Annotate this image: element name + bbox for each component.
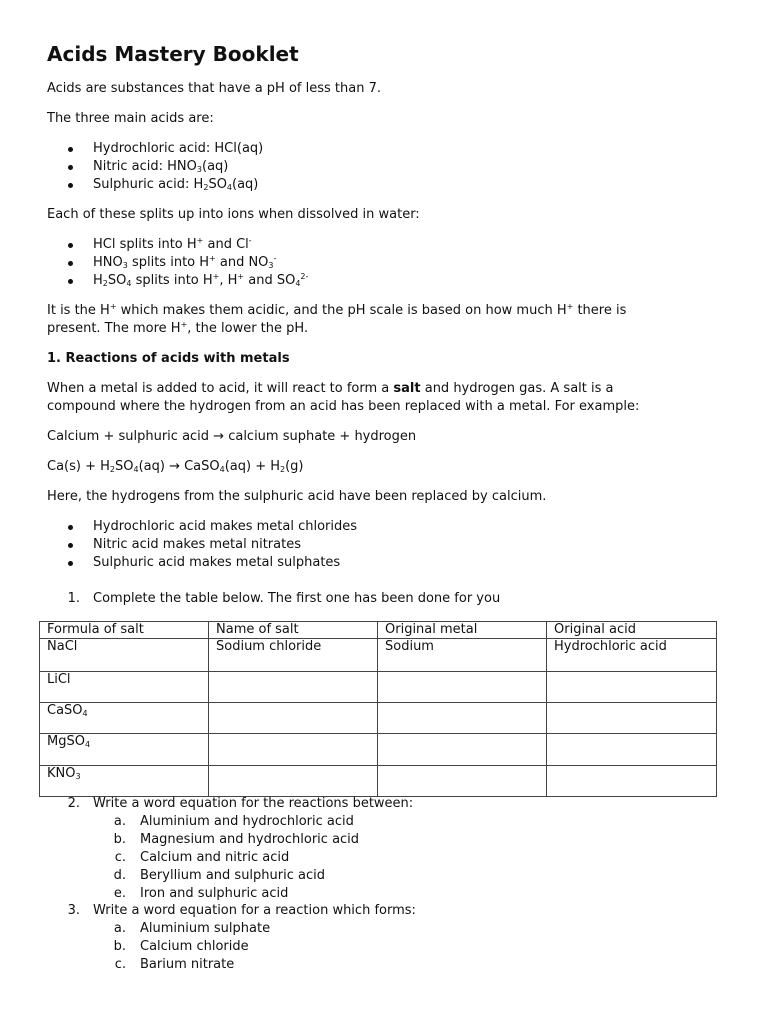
list-item: Nitric acid makes metal nitrates — [93, 537, 301, 552]
table-cell-empty[interactable] — [547, 671, 717, 702]
page-title: Acids Mastery Booklet — [47, 42, 299, 66]
table-header-cell: Original metal — [378, 622, 547, 639]
list-item: $H_2SO_4$ splits into H+, H+ and $SO_4^{2-}$ — [93, 272, 309, 288]
table-cell: Sodium — [378, 639, 547, 671]
bullet-icon — [68, 183, 73, 188]
bullet-icon — [68, 243, 73, 248]
table-cell: LiCl — [40, 671, 209, 702]
bullet-icon — [68, 165, 73, 170]
metal-paragraph-line2: compound where the hydrogen from an acid has been replaced with a metal. For example: — [47, 399, 640, 414]
list-item: $HNO_3$ splits into H+ and $NO_3^-$ — [93, 254, 277, 270]
table-header-cell: Original acid — [547, 622, 717, 639]
section-heading: 1. Reactions of acids with metals — [47, 351, 290, 366]
list-item: Sulphuric acid: $H_2SO_4(aq)$ — [93, 177, 259, 192]
three-acids-intro: The three main acids are: — [47, 111, 214, 126]
list-item: HCl splits into H+ and Cl- — [93, 236, 252, 252]
word-equation: Calcium + sulphuric acid → calcium suphate + hydrogen — [47, 429, 417, 444]
list-item: Hydrochloric acid makes metal chlorides — [93, 519, 358, 534]
table-row — [40, 734, 717, 765]
symbol-equation: $Ca(s) + H_2SO_4(aq)$ → CaSO$_4$(aq) + $H_2(g)$ — [47, 459, 304, 474]
metal-paragraph: When a metal is added to acid, it will react to form a salt and hydrogen gas. A salt is a — [47, 381, 614, 396]
table-cell-empty[interactable] — [378, 671, 547, 702]
table-cell-empty[interactable] — [378, 734, 547, 765]
table-header-cell: Name of salt — [209, 622, 378, 639]
bullet-icon — [68, 261, 73, 266]
bullet-icon — [68, 147, 73, 152]
table-cell-empty[interactable] — [547, 702, 717, 733]
document-page: Acids Mastery Booklet Acids are substances that have a pH of less than 7. The three main acids are: Hydrochloric acid: HCl(aq) Nitric acid: $HNO_3(aq)$ Sulphuric acid: $H_2SO_4(aq)$ Each of these splits up into ions when dissolved in water: HCl splits into H+ and Cl- $HNO_3$ splits into H+ and $NO_3^-$ $H_2SO_4$ splits into H+, H+ and $SO_4^{2-}$ It is the H+ which makes them acidic, and the pH scale is based on how much H+ there is present. The more H+, the lower the pH. 1. Reactions of acids with metals When a metal is added to acid, it will react to form a salt and hydrogen gas. A salt is a compound where the hydrogen from an acid has been replaced with a metal. For example: Calcium + sulphuric acid → calcium suphate + hydrogen $Ca(s) + H_2SO_4(aq)$ → CaSO$_4$(aq) + $H_2(g)$ Here, the hydrogens from the sulphuric acid have been replaced by calcium. Hydrochloric acid makes metal chlorides Nitric acid makes metal nitrates Sulphuric acid makes metal sulphates 1. Complete the table below. The first one has been done for you Formula of salt Name of salt Original metal Original acid NaCl Sodium chloride Sodium Hydrochloric acid LiCl CaSO$_4$ MgSO$_4$ $KNO_3$ 2. Write a word equation for the reactions between: a. Aluminium and hydrochloric acid b. Magnesium and hydrochloric acid c. Calcium and nitric acid d. Beryllium and sulphuric acid e. Iron and sulphuric acid 3. Write a word equation for a reaction which forms: a. Aluminium sulphate b. Calcium chloride c. Barium nitrate — [0, 0, 770, 1024]
table-header-cell: Formula of salt — [40, 622, 209, 639]
table-cell: Hydrochloric acid — [547, 639, 717, 671]
bullet-icon — [68, 525, 73, 530]
table-cell-empty[interactable] — [209, 734, 378, 765]
acidic-paragraph: It is the H+ which makes them acidic, and the pH scale is based on how much H+ there is — [47, 302, 627, 318]
list-item: Sulphuric acid makes metal sulphates — [93, 555, 341, 570]
table-row — [40, 765, 717, 796]
table-cell-empty[interactable] — [209, 765, 378, 796]
table-row — [40, 702, 717, 733]
acidic-paragraph-line2: present. The more H+, the lower the pH. — [47, 320, 309, 336]
table-row — [40, 671, 717, 702]
replaced-text: Here, the hydrogens from the sulphuric acid have been replaced by calcium. — [47, 489, 547, 504]
list-item: Hydrochloric acid: HCl(aq) — [93, 141, 264, 156]
table-cell: MgSO$_4$ — [40, 734, 209, 765]
table-cell-empty[interactable] — [209, 702, 378, 733]
salt-table — [39, 621, 717, 797]
table-cell-empty[interactable] — [547, 734, 717, 765]
ions-intro: Each of these splits up into ions when dissolved in water: — [47, 207, 420, 222]
bullet-icon — [68, 543, 73, 548]
table-row — [40, 639, 717, 671]
table-cell-empty[interactable] — [547, 765, 717, 796]
table-cell: NaCl — [40, 639, 209, 671]
table-cell: CaSO$_4$ — [40, 702, 209, 733]
table-cell: Sodium chloride — [209, 639, 378, 671]
bullet-icon — [68, 279, 73, 284]
table-cell-empty[interactable] — [209, 671, 378, 702]
table-cell-empty[interactable] — [378, 765, 547, 796]
bullet-icon — [68, 561, 73, 566]
table-cell: $KNO_3$ — [40, 765, 209, 796]
list-item: Nitric acid: $HNO_3(aq)$ — [93, 159, 229, 174]
table-cell-empty[interactable] — [378, 702, 547, 733]
table-header-row — [40, 622, 717, 639]
intro-text: Acids are substances that have a pH of less than 7. — [47, 81, 381, 96]
